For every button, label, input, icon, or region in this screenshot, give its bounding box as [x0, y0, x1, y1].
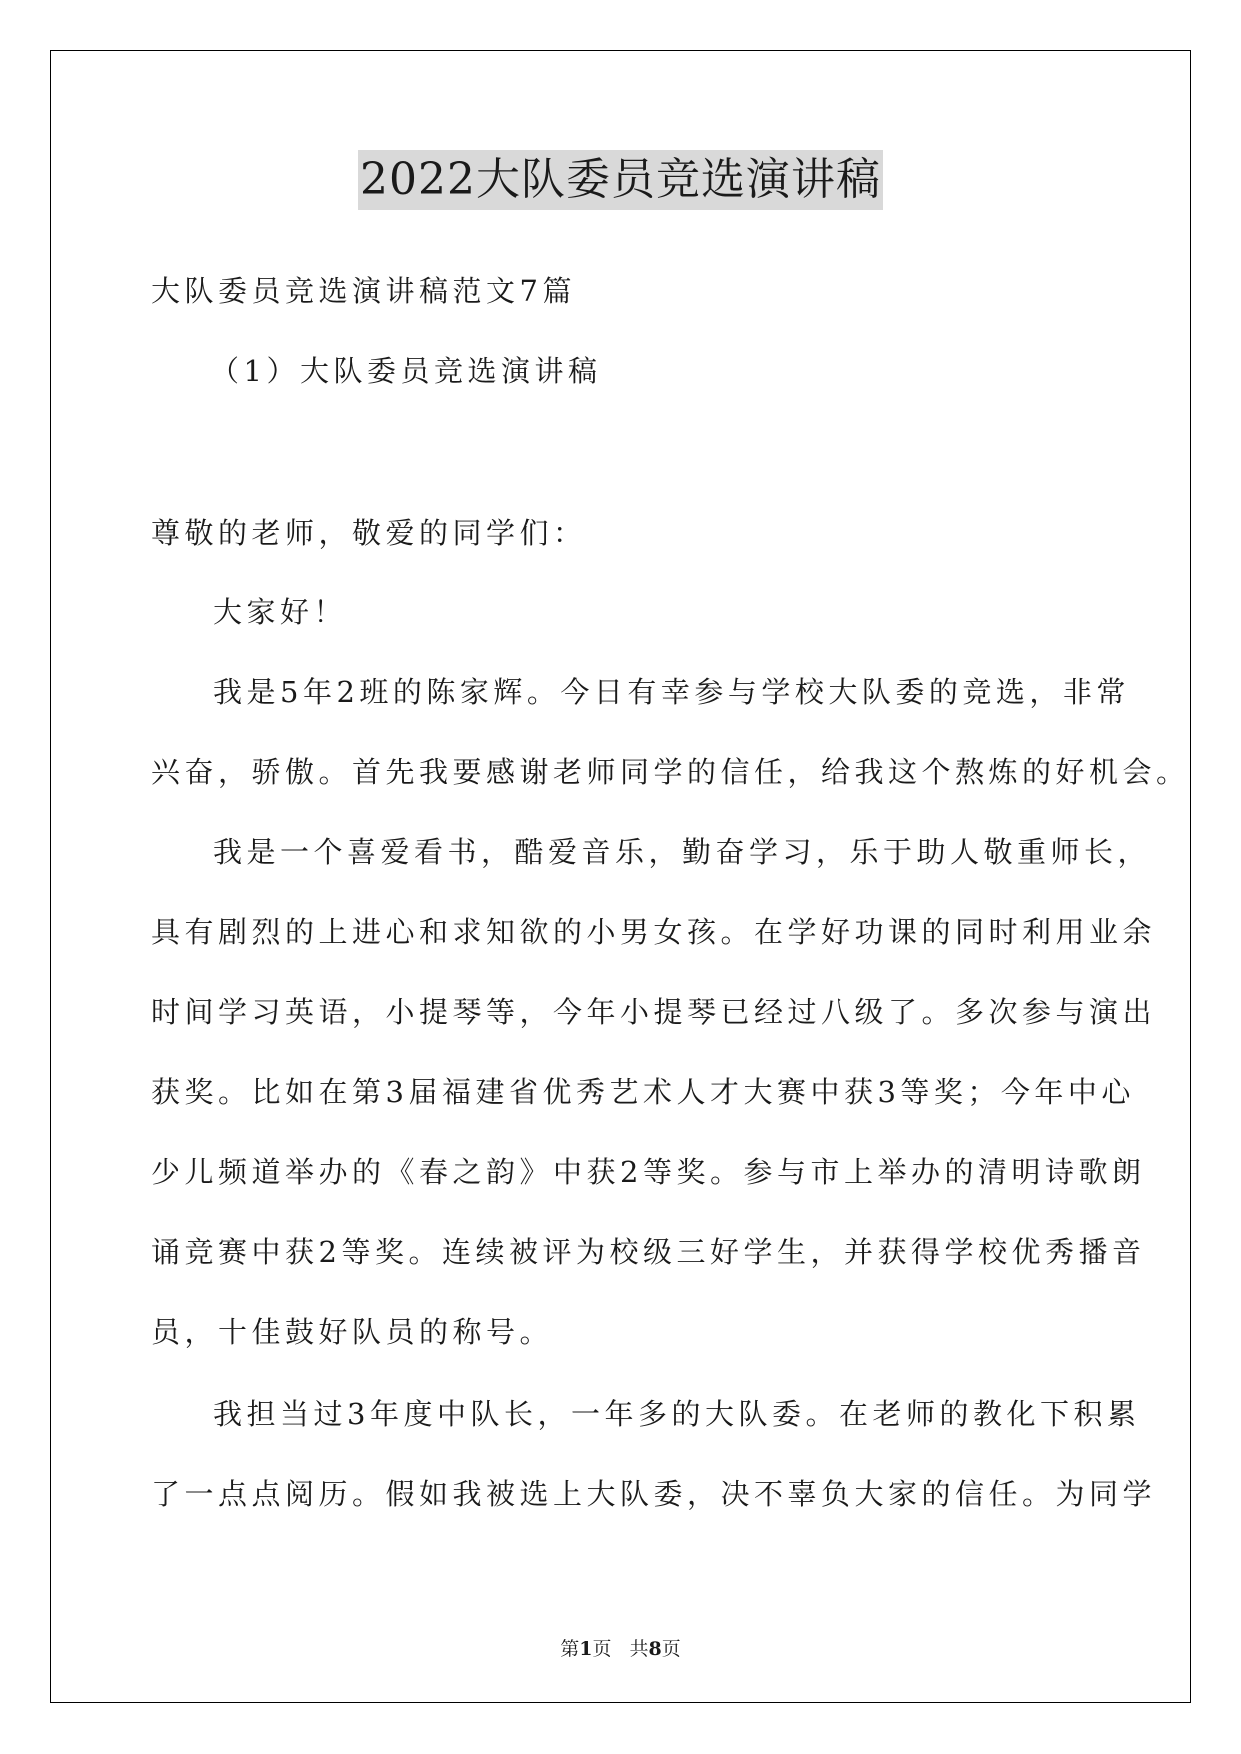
page-suffix: 页 — [592, 1638, 612, 1660]
body-line: 大家好！ — [213, 595, 348, 629]
document-subtitle: 大队委员竞选演讲稿范文7篇 — [151, 274, 576, 308]
document-title: 2022大队委员竞选演讲稿 — [358, 150, 883, 210]
body-line: 我是一个喜爱看书，酷爱音乐，勤奋学习，乐于助人敬重师长， — [213, 835, 1152, 869]
page-total: 8 — [648, 1638, 662, 1660]
body-line: 尊敬的老师，敬爱的同学们： — [151, 516, 587, 550]
body-line: 获奖。比如在第3届福建省优秀艺术人才大赛中获3等奖；今年中心 — [151, 1075, 1135, 1109]
body-line: 少儿频道举办的《春之韵》中获2等奖。参与市上举办的清明诗歌朗 — [151, 1155, 1146, 1189]
total-suffix: 页 — [661, 1638, 681, 1660]
body-line: 具有剧烈的上进心和求知欲的小男女孩。在学好功课的同时利用业余 — [151, 915, 1157, 949]
title-container — [0, 150, 1241, 210]
body-line: 我是5年2班的陈家辉。今日有幸参与学校大队委的竞选，非常 — [213, 675, 1130, 709]
body-line: 诵竞赛中获2等奖。连续被评为校级三好学生，并获得学校优秀播音 — [151, 1235, 1146, 1269]
body-line: 员，十佳鼓好队员的称号。 — [151, 1315, 554, 1349]
page-footer — [0, 1637, 1241, 1661]
body-line: 了一点点阅历。假如我被选上大队委，决不辜负大家的信任。为同学 — [151, 1477, 1157, 1511]
body-line: 我担当过3年度中队长，一年多的大队委。在老师的教化下积累 — [213, 1397, 1141, 1431]
body-line: 兴奋，骄傲。首先我要感谢老师同学的信任，给我这个熬炼的好机会。 — [151, 755, 1190, 789]
total-prefix: 共 — [629, 1638, 649, 1660]
body-line: 时间学习英语，小提琴等，今年小提琴已经过八级了。多次参与演出 — [151, 995, 1157, 1029]
page-current: 1 — [579, 1638, 593, 1660]
page-prefix: 第 — [560, 1638, 580, 1660]
section-heading: （1）大队委员竞选演讲稿 — [210, 354, 602, 388]
